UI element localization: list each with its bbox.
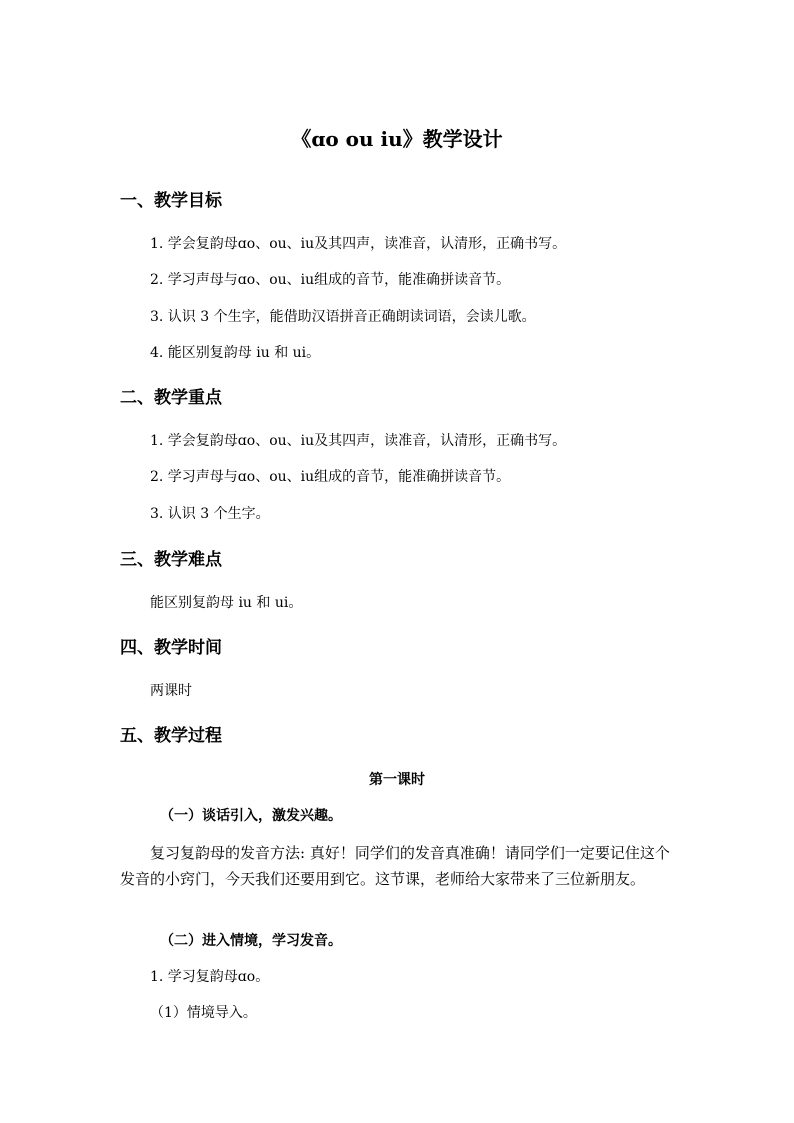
step1-paragraph: 复习复韵母的发音方法: 真好！同学们的发音真准确！请同学们一定要记住这个发音的小窍门，今天我们还要用到它。这节课，老师给大家带来了三位新朋友。 [120,844,670,888]
key-point-item-2: 2. 学习声母与ɑo、ou、iu组成的音节，能准确拼读音节。 [150,469,511,485]
document-title: 《ɑo ou iu》教学设计 [291,127,503,151]
key-point-item-1: 1. 学会复韵母ɑo、ou、iu及其四声，读准音，认清形，正确书写。 [150,433,567,449]
goal-item-4: 4. 能区别复韵母 iu 和 ui。 [150,345,321,361]
lesson-title: 第一课时 [369,772,425,788]
step1-heading: （一）谈话引入，激发兴趣。 [160,808,342,824]
section-heading-process: 五、教学过程 [120,726,222,746]
time-text: 两课时 [150,683,192,699]
section-heading-goals: 一、教学目标 [120,191,222,211]
goal-item-2: 2. 学习声母与ɑo、ou、iu组成的音节，能准确拼读音节。 [150,272,511,288]
section-heading-difficulties: 三、教学难点 [120,550,222,570]
step2-heading: （二）进入情境，学习发音。 [160,933,342,949]
step2-item-1-sub: （1）情境导入。 [150,1005,257,1021]
goal-item-1: 1. 学会复韵母ɑo、ou、iu及其四声，读准音，认清形，正确书写。 [150,236,567,252]
step2-item-1: 1. 学习复韵母ɑo。 [150,969,270,985]
goal-item-3: 3. 认识 3 个生字，能借助汉语拼音正确朗读词语，会读儿歌。 [150,309,536,325]
section-heading-key-points: 二、教学重点 [120,388,222,408]
section-heading-time: 四、教学时间 [120,638,222,658]
key-point-item-3: 3. 认识 3 个生字。 [150,506,270,522]
difficulties-text: 能区别复韵母 iu 和 ui。 [150,595,303,611]
